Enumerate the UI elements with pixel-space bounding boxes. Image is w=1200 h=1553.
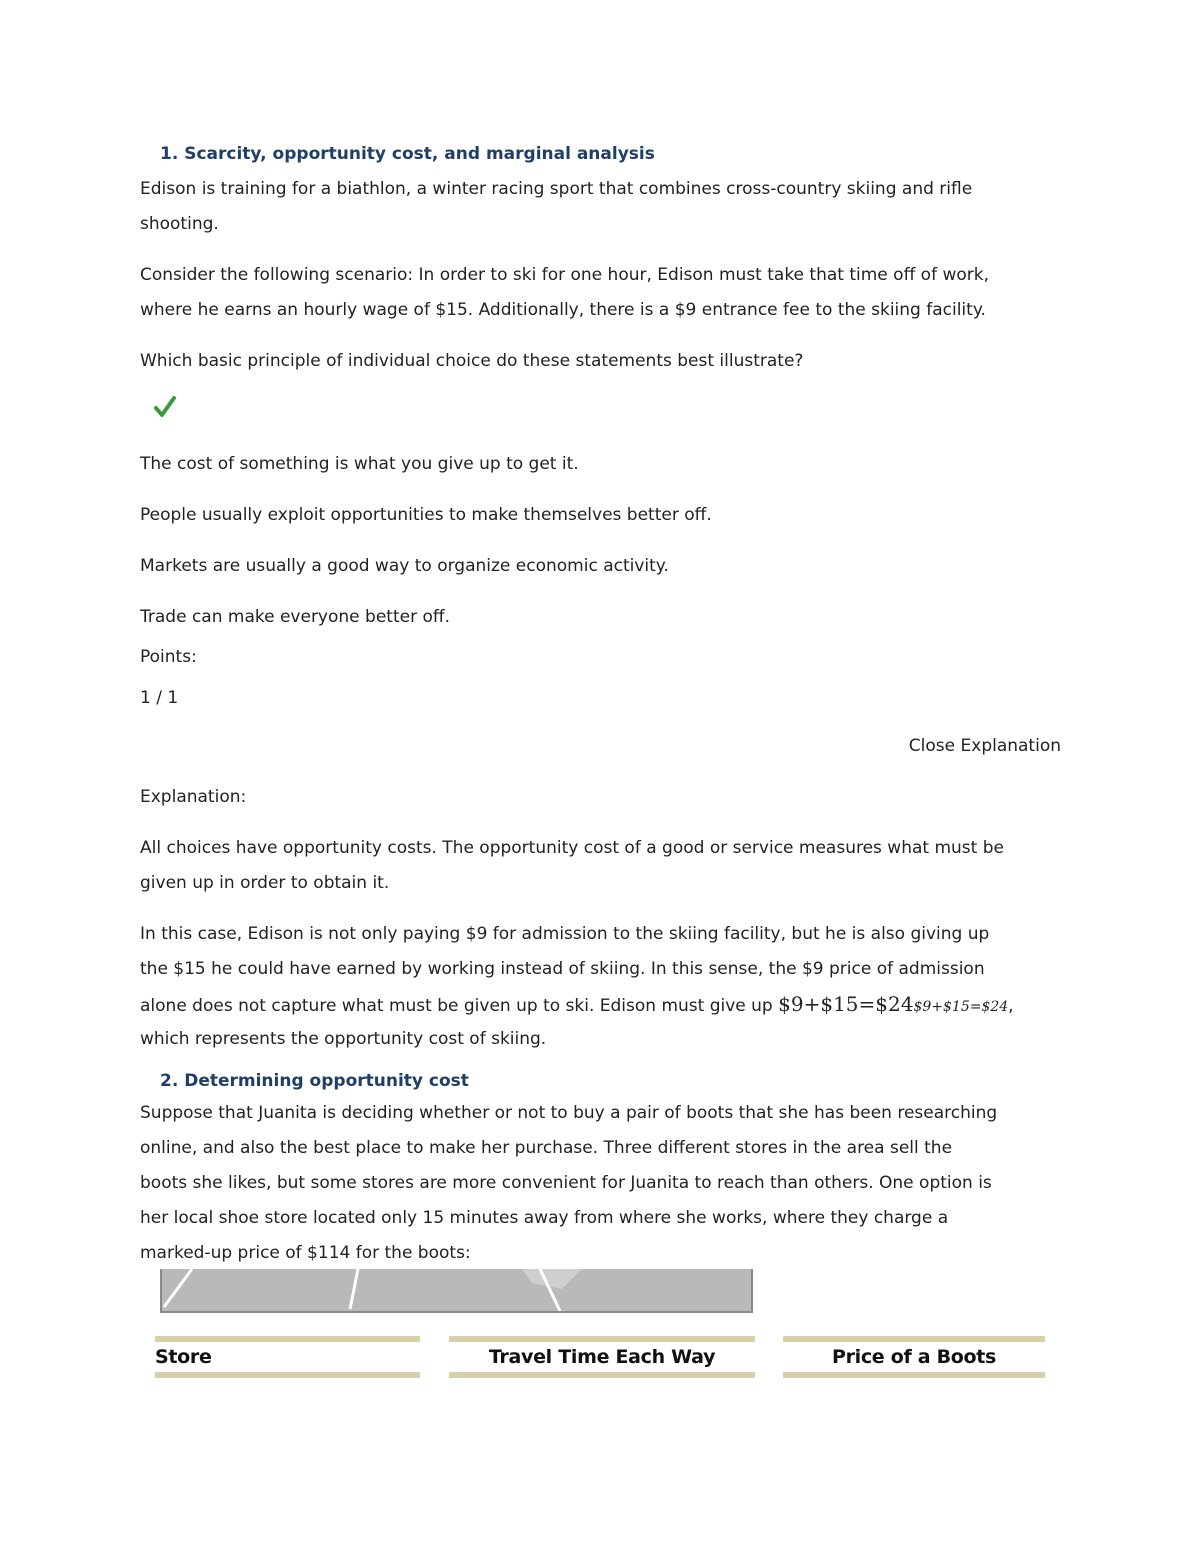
explanation-label: Explanation:	[140, 787, 247, 807]
points-value: 1 / 1	[140, 688, 179, 708]
opportunity-cost-equation: $9+$15=$24	[778, 992, 914, 1016]
q2-line-1: Suppose that Juanita is deciding whether or not to buy a pair of boots that she has been researching	[140, 1103, 998, 1123]
q2-line-2: online, and also the best place to make her purchase. Three different stores in the area sell the	[140, 1138, 953, 1158]
checkmark-icon	[153, 395, 177, 426]
explanation-p2-line-4: which represents the opportunity cost of skiing.	[140, 1029, 547, 1049]
question-2-title: 2. Determining opportunity cost	[160, 1071, 469, 1091]
table-header-store: Store	[155, 1336, 420, 1378]
answer-option-1[interactable]: The cost of something is what you give up to get it.	[140, 454, 579, 474]
explanation-p1-line-2: given up in order to obtain it.	[140, 873, 390, 893]
explanation-p2-line-3	[140, 987, 1014, 1025]
table-header-price: Price of a Boots	[783, 1336, 1045, 1378]
q1-intro-line-1: Edison is training for a biathlon, a winter racing sport that combines cross-country skiing and rifle	[140, 179, 973, 199]
points-label: Points:	[140, 647, 197, 667]
q2-line-5: marked-up price of $114 for the boots:	[140, 1243, 471, 1263]
opportunity-cost-equation-alt: $9+$15=$24	[913, 999, 1009, 1015]
q2-line-4: her local shoe store located only 15 minutes away from where she works, where they charge a	[140, 1208, 949, 1228]
cropped-map-image	[160, 1269, 753, 1313]
explanation-p2-line-1: In this case, Edison is not only paying $9 for admission to the skiing facility, but he is also giving up	[140, 924, 990, 944]
q1-scenario-line-2: where he earns an hourly wage of $15. Additionally, there is a $9 entrance fee to the skiing facility.	[140, 300, 986, 320]
q1-question: Which basic principle of individual choice do these statements best illustrate?	[140, 351, 804, 371]
explanation-p2-line-2: the $15 he could have earned by working instead of skiing. In this sense, the $9 price of admission	[140, 959, 985, 979]
q1-scenario-line-1: Consider the following scenario: In order to ski for one hour, Edison must take that time off of work,	[140, 265, 990, 285]
checkmark-icon-svg	[153, 395, 177, 419]
explanation-p2-line-3-end: ,	[1008, 996, 1014, 1016]
q1-intro-line-2: shooting.	[140, 214, 219, 234]
close-explanation-link[interactable]: Close Explanation	[908, 736, 1061, 756]
answer-option-3[interactable]: Markets are usually a good way to organize economic activity.	[140, 556, 669, 576]
q2-line-3: boots she likes, but some stores are more convenient for Juanita to reach than others. One option is	[140, 1173, 992, 1193]
explanation-p2-line-3-text: alone does not capture what must be given up to ski. Edison must give up	[140, 996, 779, 1016]
answer-option-2[interactable]: People usually exploit opportunities to make themselves better off.	[140, 505, 712, 525]
question-1-title: 1. Scarcity, opportunity cost, and marginal analysis	[160, 144, 655, 164]
map-image-svg	[162, 1269, 753, 1313]
answer-option-4[interactable]: Trade can make everyone better off.	[140, 607, 450, 627]
explanation-p1-line-1: All choices have opportunity costs. The opportunity cost of a good or service measures what must be	[140, 838, 1004, 858]
table-header-travel-time: Travel Time Each Way	[449, 1336, 755, 1378]
